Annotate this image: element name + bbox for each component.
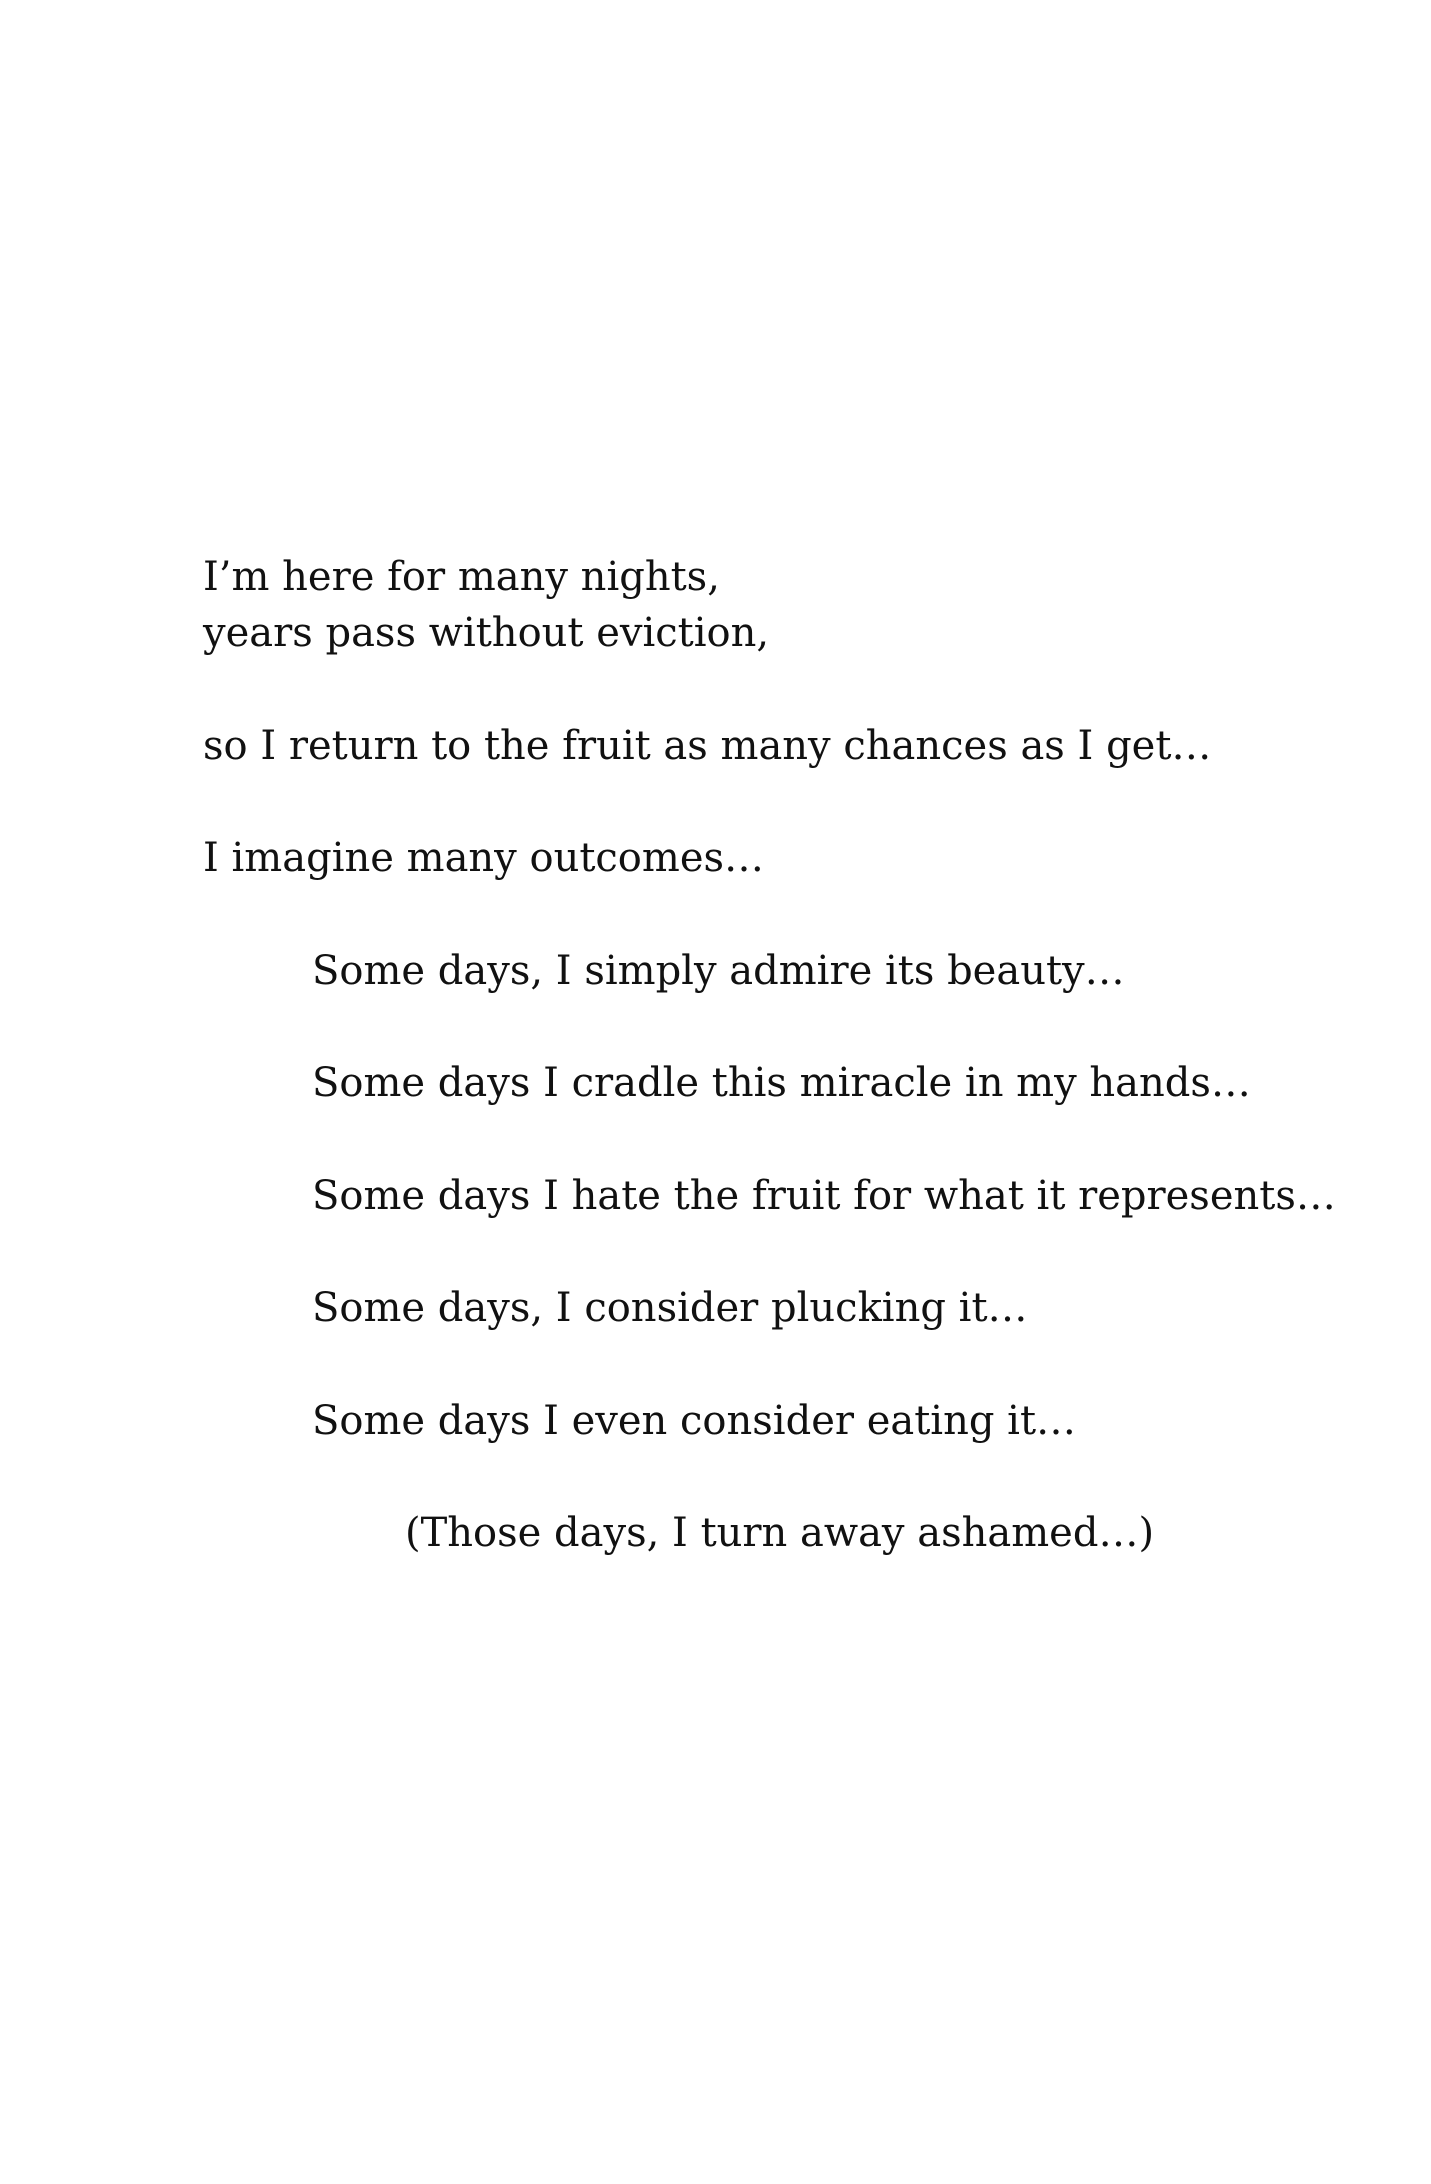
poem-line-3: so I return to the fruit as many chances as I get… bbox=[203, 723, 1212, 769]
poem-line-7: Some days I hate the fruit for what it represents… bbox=[312, 1173, 1336, 1219]
poem-line-6: Some days I cradle this miracle in my hands… bbox=[312, 1060, 1251, 1106]
poem-line-5: Some days, I simply admire its beauty… bbox=[312, 948, 1125, 994]
poem-line-1: I’m here for many nights, bbox=[203, 554, 720, 600]
poem-line-9: Some days I even consider eating it… bbox=[312, 1398, 1077, 1444]
poem-line-8: Some days, I consider plucking it… bbox=[312, 1285, 1028, 1331]
poem-line-10: (Those days, I turn away ashamed…) bbox=[405, 1510, 1155, 1556]
poem-line-4: I imagine many outcomes… bbox=[203, 835, 765, 881]
poem-line-2: years pass without eviction, bbox=[203, 610, 770, 656]
